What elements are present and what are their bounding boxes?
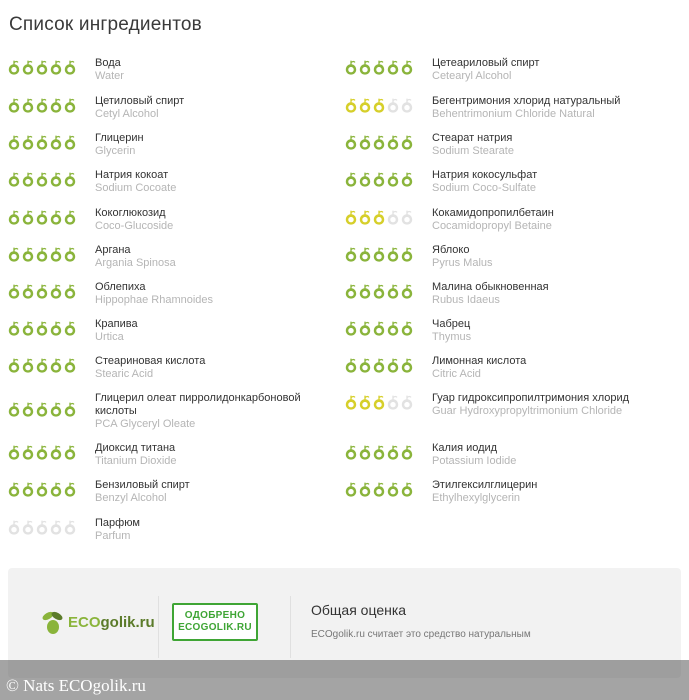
drop-icon (50, 98, 62, 113)
drop-icon (387, 321, 399, 336)
drop-icon (36, 135, 48, 150)
drop-icon (64, 172, 76, 187)
ingredient-latin-name: Potassium Iodide (432, 455, 517, 467)
drop-icon (401, 482, 413, 497)
drop-icon (359, 172, 371, 187)
drop-icon (345, 482, 357, 497)
drop-icon (373, 482, 385, 497)
drop-icon (22, 520, 34, 535)
drop-icon (36, 284, 48, 299)
drop-icon (22, 482, 34, 497)
drop-icon (345, 210, 357, 225)
drop-icon (345, 98, 357, 113)
ingredient-name: Облепиха (95, 281, 146, 293)
drop-icon (359, 358, 371, 373)
drop-icon (8, 321, 20, 336)
drop-icon (387, 98, 399, 113)
drop-icon (373, 395, 385, 410)
drop-icon (373, 321, 385, 336)
drop-icon (64, 445, 76, 460)
ingredient-name: Вода (95, 57, 121, 69)
drop-icon (22, 172, 34, 187)
drop-icon (359, 98, 371, 113)
drop-icon (387, 445, 399, 460)
drop-icon (359, 210, 371, 225)
rating-drops (8, 98, 76, 113)
drop-icon (359, 321, 371, 336)
ingredient-latin-name: Urtica (95, 331, 124, 343)
drop-icon (345, 172, 357, 187)
rating-drops (345, 445, 413, 460)
drop-icon (373, 210, 385, 225)
drop-icon (8, 60, 20, 75)
drop-icon (36, 60, 48, 75)
stamp-line-2: ECOGOLIK.RU (178, 622, 252, 633)
ingredient-name: Стеариновая кислота (95, 355, 206, 367)
drop-icon (8, 482, 20, 497)
drop-icon (8, 445, 20, 460)
drop-icon (387, 172, 399, 187)
drop-icon (50, 482, 62, 497)
drop-icon (359, 135, 371, 150)
drop-icon (64, 284, 76, 299)
ingredient-latin-name: Guar Hydroxypropyltrimonium Chloride (432, 405, 623, 417)
drop-icon (387, 247, 399, 262)
drop-icon (22, 358, 34, 373)
ingredient-latin-name: Titanium Dioxide (95, 455, 177, 467)
drop-icon (22, 210, 34, 225)
drop-icon (373, 172, 385, 187)
drop-icon (345, 60, 357, 75)
drop-icon (36, 98, 48, 113)
rating-drops (345, 358, 413, 373)
ingredient-name: Яблоко (432, 244, 470, 256)
drop-icon (8, 172, 20, 187)
ingredient-name: Парфюм (95, 517, 140, 529)
rating-drops (345, 395, 413, 410)
rating-drops (8, 247, 76, 262)
drop-icon (8, 247, 20, 262)
ingredient-name: Крапива (95, 318, 138, 330)
drop-icon (50, 520, 62, 535)
drop-icon (401, 60, 413, 75)
drop-icon (345, 321, 357, 336)
drop-icon (64, 321, 76, 336)
drop-icon (359, 60, 371, 75)
drop-icon (50, 172, 62, 187)
overall-rating-title: Общая оценка (311, 602, 407, 618)
drop-icon (387, 210, 399, 225)
drop-icon (373, 135, 385, 150)
drop-icon (359, 247, 371, 262)
ingredient-name: Аргана (95, 244, 131, 256)
rating-drops (8, 402, 76, 417)
ingredient-latin-name: Sodium Coco-Sulfate (432, 182, 536, 194)
divider (290, 596, 291, 658)
drop-icon (22, 402, 34, 417)
drop-icon (345, 247, 357, 262)
ingredient-name: Кокоглюкозид (95, 207, 166, 219)
ingredient-name: Цетеариловый спирт (432, 57, 540, 69)
drop-icon (50, 60, 62, 75)
divider (158, 596, 159, 658)
ingredient-latin-name: Glycerin (95, 145, 136, 157)
ingredient-latin-name: Sodium Cocoate (95, 182, 177, 194)
ingredient-latin-name: Cetearyl Alcohol (432, 70, 512, 82)
ingredient-name: Малина обыкновенная (432, 281, 549, 293)
drop-icon (50, 358, 62, 373)
drop-icon (36, 210, 48, 225)
rating-drops (8, 210, 76, 225)
rating-drops (345, 247, 413, 262)
drop-icon (50, 247, 62, 262)
drop-icon (387, 482, 399, 497)
drop-icon (401, 358, 413, 373)
ingredient-latin-name: Sodium Stearate (432, 145, 514, 157)
ingredient-name: Глицерил олеат пирролидонкарбоновой кислоты (95, 392, 301, 417)
drop-icon (359, 445, 371, 460)
ingredient-name: Стеарат натрия (432, 132, 513, 144)
drop-icon (50, 402, 62, 417)
drop-icon (64, 98, 76, 113)
drop-icon (64, 520, 76, 535)
drop-icon (373, 98, 385, 113)
drop-icon (36, 172, 48, 187)
drop-icon (64, 210, 76, 225)
ingredient-latin-name: Stearic Acid (95, 368, 154, 380)
logo-text-eco: ECO (68, 613, 101, 631)
drop-icon (401, 210, 413, 225)
drop-icon (64, 402, 76, 417)
ingredient-latin-name: Behentrimonium Chloride Natural (432, 108, 595, 120)
drop-icon (36, 520, 48, 535)
drop-icon (8, 402, 20, 417)
ingredient-latin-name: Cetyl Alcohol (95, 108, 159, 120)
drop-icon (401, 284, 413, 299)
drop-icon (64, 482, 76, 497)
drop-icon (64, 358, 76, 373)
ingredient-name: Натрия кокосульфат (432, 169, 538, 181)
rating-drops (345, 135, 413, 150)
drop-icon (8, 358, 20, 373)
ingredient-latin-name: Pyrus Malus (432, 257, 493, 269)
rating-drops (345, 482, 413, 497)
rating-drops (8, 321, 76, 336)
overall-rating-text: ECOgolik.ru считает это средство натуральным (311, 629, 531, 640)
ingredient-name: Этилгексилглицерин (432, 479, 538, 491)
drop-icon (50, 445, 62, 460)
drop-icon (8, 210, 20, 225)
rating-drops (8, 172, 76, 187)
ingredient-latin-name: Cocamidopropyl Betaine (432, 220, 552, 232)
ingredient-latin-name: Parfum (95, 530, 131, 542)
ingredient-name: Калия иодид (432, 442, 498, 454)
leaf-logo-icon (38, 608, 68, 636)
ingredient-name: Бегентримония хлорид натуральный (432, 95, 621, 107)
ingredient-latin-name: Hippophae Rhamnoides (95, 294, 214, 306)
drop-icon (373, 60, 385, 75)
drop-icon (22, 135, 34, 150)
ingredient-latin-name: Coco-Glucoside (95, 220, 174, 232)
page-title: Список ингредиентов (9, 14, 202, 35)
drop-icon (345, 358, 357, 373)
ingredient-name: Диоксид титана (95, 442, 176, 454)
drop-icon (36, 402, 48, 417)
drop-icon (401, 445, 413, 460)
drop-icon (373, 247, 385, 262)
drop-icon (345, 284, 357, 299)
drop-icon (22, 284, 34, 299)
drop-icon (345, 445, 357, 460)
drop-icon (50, 321, 62, 336)
drop-icon (36, 482, 48, 497)
drop-icon (373, 445, 385, 460)
rating-drops (345, 98, 413, 113)
drop-icon (8, 284, 20, 299)
rating-drops (345, 321, 413, 336)
ingredient-name: Гуар гидроксипропилтримония хлорид (432, 392, 630, 404)
drop-icon (36, 358, 48, 373)
drop-icon (36, 321, 48, 336)
drop-icon (22, 247, 34, 262)
rating-drops (8, 520, 76, 535)
drop-icon (387, 358, 399, 373)
rating-drops (8, 135, 76, 150)
ingredient-latin-name: Ethylhexylglycerin (432, 492, 521, 504)
rating-drops (8, 60, 76, 75)
ingredient-latin-name: Citric Acid (432, 368, 481, 380)
ingredient-name: Чабрец (432, 318, 471, 330)
drop-icon (22, 98, 34, 113)
drop-icon (64, 60, 76, 75)
logo-text-domain: golik.ru (100, 613, 155, 631)
ingredient-name: Кокамидопропилбетаин (432, 207, 554, 219)
drop-icon (345, 395, 357, 410)
ingredient-latin-name: Rubus Idaeus (432, 294, 500, 306)
drop-icon (401, 321, 413, 336)
drop-icon (401, 247, 413, 262)
drop-icon (22, 445, 34, 460)
drop-icon (387, 60, 399, 75)
drop-icon (373, 358, 385, 373)
drop-icon (387, 135, 399, 150)
drop-icon (401, 135, 413, 150)
drop-icon (359, 482, 371, 497)
drop-icon (8, 98, 20, 113)
drop-icon (64, 247, 76, 262)
approved-stamp (172, 603, 258, 641)
drop-icon (36, 247, 48, 262)
drop-icon (50, 284, 62, 299)
rating-drops (345, 284, 413, 299)
ingredient-latin-name: Argania Spinosa (95, 257, 176, 269)
ingredient-name: Цетиловый спирт (95, 95, 185, 107)
ingredient-latin-name: Thymus (432, 331, 472, 343)
rating-drops (8, 445, 76, 460)
ingredient-name: Бензиловый спирт (95, 479, 190, 491)
drop-icon (22, 321, 34, 336)
ingredient-latin-name: Water (95, 70, 124, 82)
rating-drops (8, 358, 76, 373)
ingredient-name: Глицерин (95, 132, 144, 144)
drop-icon (50, 135, 62, 150)
drop-icon (8, 520, 20, 535)
rating-drops (345, 210, 413, 225)
watermark-text: © Nats ECOgolik.ru (6, 676, 146, 695)
rating-drops (345, 172, 413, 187)
drop-icon (359, 284, 371, 299)
rating-drops (8, 482, 76, 497)
stamp-line-1: ОДОБРЕНО (184, 610, 246, 621)
rating-drops (345, 60, 413, 75)
drop-icon (22, 60, 34, 75)
ingredient-name: Натрия кокоат (95, 169, 169, 181)
drop-icon (387, 284, 399, 299)
drop-icon (36, 445, 48, 460)
ingredient-name: Лимонная кислота (432, 355, 527, 367)
drop-icon (8, 135, 20, 150)
drop-icon (373, 284, 385, 299)
ingredient-latin-name: PCA Glyceryl Oleate (95, 418, 196, 430)
drop-icon (50, 210, 62, 225)
drop-icon (387, 395, 399, 410)
drop-icon (401, 172, 413, 187)
drop-icon (64, 135, 76, 150)
drop-icon (401, 395, 413, 410)
drop-icon (345, 135, 357, 150)
ecogolik-logo[interactable] (38, 608, 155, 636)
ingredient-latin-name: Benzyl Alcohol (95, 492, 167, 504)
rating-drops (8, 284, 76, 299)
drop-icon (401, 98, 413, 113)
drop-icon (359, 395, 371, 410)
